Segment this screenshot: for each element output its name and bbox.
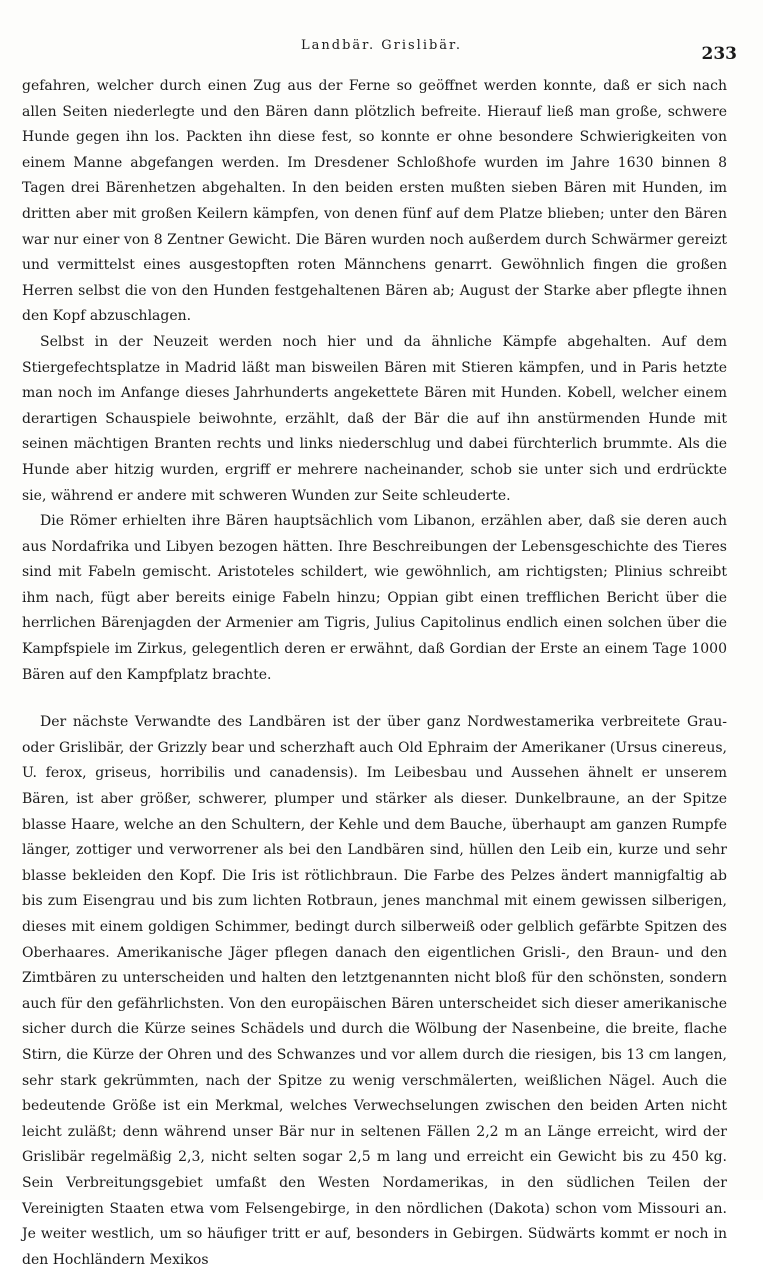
paragraph-romans: Die Römer erhielten ihre Bären hauptsächlich vom Libanon, erzählen aber, daß sie deren auch aus Nordafrika und Libyen bezogen hätten. Ihre Beschreibungen der Lebensgeschichte des Tieres sind mit Fabeln gemischt. Aristoteles schildert, wie gewöhnlich, am richtigsten; Plinius schreibt ihm nach, fügt aber bereits einige Fabeln hinzu; Oppian gibt einen trefflichen Bericht über die herrlichen Bärenjagden der Armenier am Tigris, Julius Capitolinus endlich einen solchen über die Kampfspiele im Zirkus, gelegentlich deren er erwähnt, daß Gordian der Erste an einem Tage 1000 Bären auf den Kampfplatz brachte.: [22, 513, 727, 683]
running-title: Landbär. Grislibär.: [301, 38, 462, 53]
paragraph-grizzly: Der nächste Verwandte des Landbären ist der über ganz Nordwestamerika verbreitete Grau- oder Grislibär, der Grizzly bear und scherzhaft auch Old Ephraim der Amerikaner (Ursus cinereus, U. ferox, griseus, horribilis und canadensis). Im Leibesbau und Aussehen ähnelt er unserem Bären, ist aber größer, schwerer, plumper und stärker als dieser. Dunkelbraune, an der Spitze blasse Haare, welche an den Schultern, der Kehle und dem Bauche, überhaupt am ganzen Rumpfe länger, zottiger und verworrener als bei den Landbären sind, hüllen den Leib ein, kurze und sehr blasse bekleiden den Kopf. Die Iris ist rötlichbraun. Die Farbe des Pelzes ändert mannigfaltig ab bis zum Eisengrau und bis zum lichten Rotbraun, jenes manchmal mit einem gewissen silberigen, dieses mit einem goldigen Schimmer, bedingt durch silberweiß oder gelblich gefärbte Spitzen des Oberhaares. Amerikanische Jäger pflegen danach den eigentlichen Grisli-, den Braun- und den Zimtbären zu unterscheiden und halten den letztgenannten nicht bloß für den schönsten, sondern auch für den gefährlichsten. Von den europäischen Bären unterscheidet sich dieser amerikanische sicher durch die Kürze seines Schädels und durch die Wölbung der Nasenbeine, die breite, flache Stirn, die Kürze der Ohren und des Schwanzes und vor allem durch die riesigen, bis 13 cm langen, sehr stark gekrümmten, nach der Spitze zu wenig verschmälerten, weißlichen Nägel. Auch die bedeutende Größe ist ein Merkmal, welches Verwechselungen zwischen den beiden Arten nicht leicht zuläßt; denn während unser Bär nur in seltenen Fällen 2,2 m an Länge erreicht, wird der Grislibär regelmäßig 2,3, nicht selten sogar 2,5 m lang und erreicht ein Gewicht bis zu 450 kg. Sein Verbreitungsgebiet umfaßt den Westen Nordamerikas, in den südlichen Teilen der Vereinigten Staaten etwa vom Felsengebirge, in den nördlichen (Dakota) schon vom Missouri an. Je weiter westlich, um so häufiger tritt er auf, besonders in Gebirgen. Südwärts kommt er noch in den Hochländern Mexikos: [22, 714, 727, 1268]
page-number: 233: [701, 44, 737, 64]
body-text: [22, 74, 727, 1273]
paragraph-continued: gefahren, welcher durch einen Zug aus der Ferne so geöffnet werden konnte, daß er sich nach allen Seiten niederlegte und den Bären dann plötzlich befreite. Hierauf ließ man große, schwere Hunde gegen ihn los. Packten ihn diese fest, so konnte er ohne besondere Schwierigkeiten von einem Manne abgefangen werden. Im Dresdener Schloßhofe wurden im Jahre 1630 binnen 8 Tagen drei Bärenhetzen abgehalten. In den beiden ersten mußten sieben Bären mit Hunden, im dritten aber mit großen Keilern kämpfen, von denen fünf auf dem Platze blieben; unter den Bären war nur einer von 8 Zentner Gewicht. Die Bären wurden noch außerdem durch Schwärmer gereizt und vermittelst eines ausgestopften roten Männchens genarrt. Gewöhnlich fingen die großen Herren selbst die von den Hunden festgehaltenen Bären ab; August der Starke aber pflegte ihnen den Kopf abzuschlagen.: [22, 78, 727, 325]
paragraph-modern-fights: Selbst in der Neuzeit werden noch hier und da ähnliche Kämpfe abgehalten. Auf dem Stiergefechtsplatze in Madrid läßt man bisweilen Bären mit Stieren kämpfen, und in Paris hetzte man noch im Anfange dieses Jahrhunderts angekettete Bären mit Hunden. Kobell, welcher einem derartigen Schauspiele beiwohnte, erzählt, daß der Bär die auf ihn anstürmenden Hunde mit seinen mächtigen Branten rechts und links niederschlug und dabei fürchterlich brummte. Als die Hunde aber hitzig wurden, ergriff er mehrere nacheinander, schob sie unter sich und erdrückte sie, während er andere mit schweren Wunden zur Seite schleuderte.: [22, 333, 727, 504]
section-gap: [22, 688, 727, 710]
